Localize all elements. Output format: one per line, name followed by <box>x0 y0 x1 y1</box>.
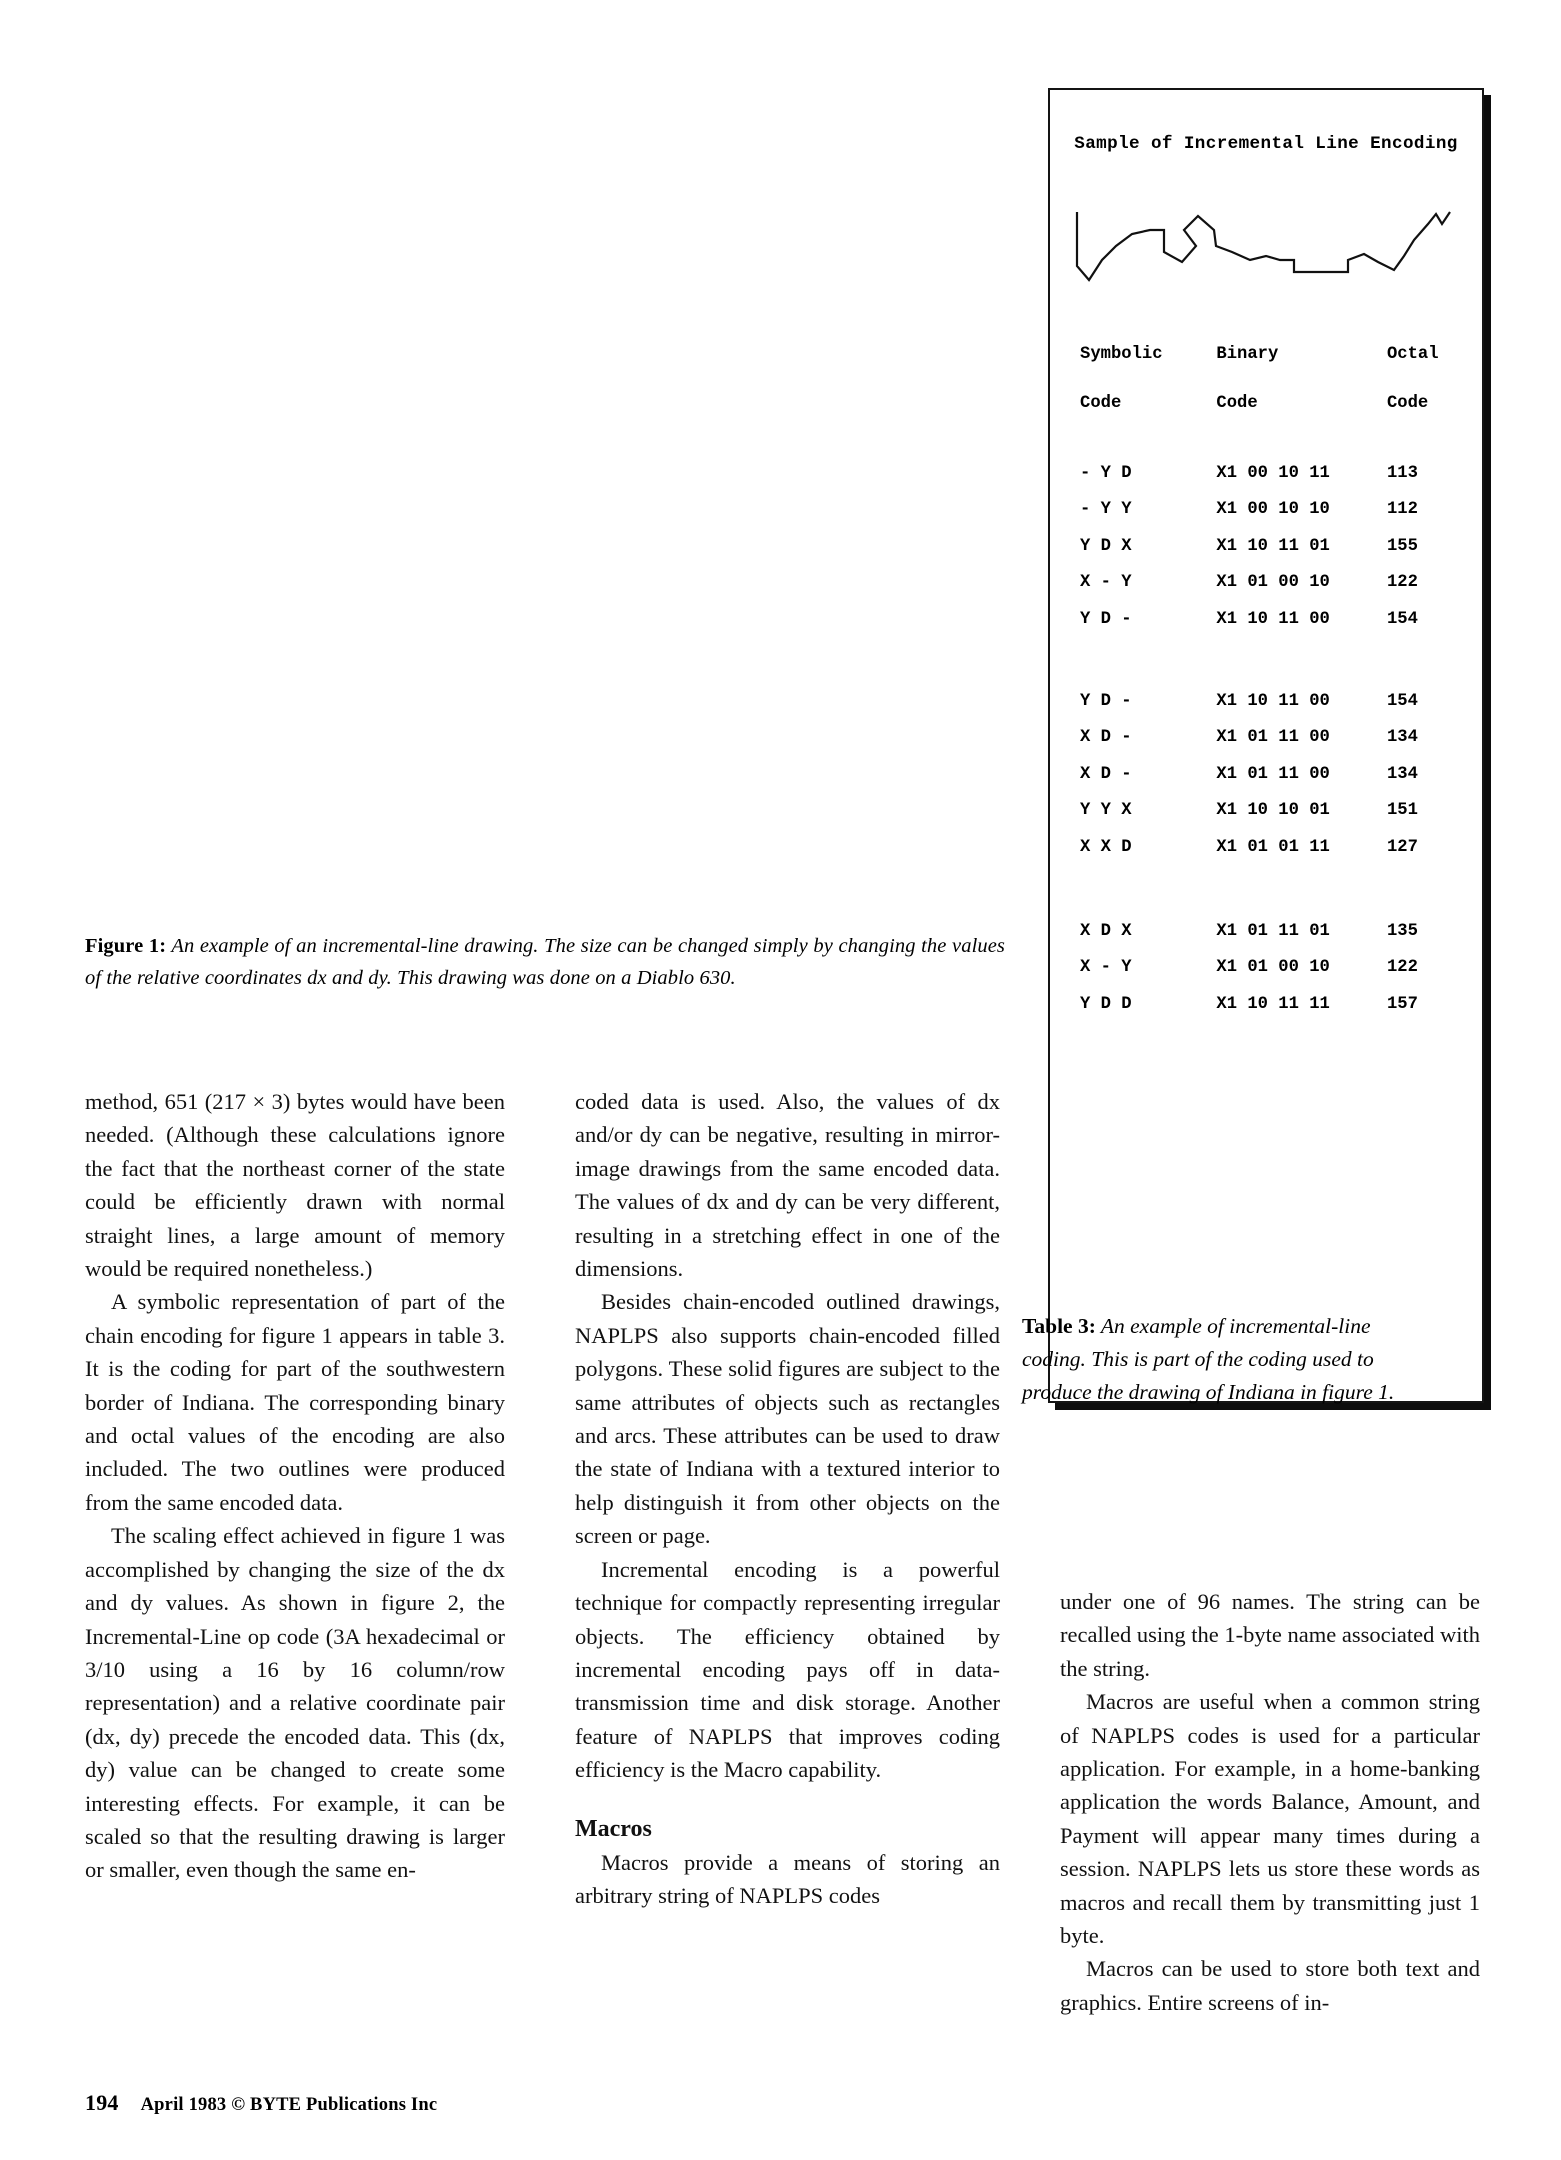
cell-octal: 151 <box>1386 801 1418 821</box>
cell-symbolic: Y Y X <box>1080 801 1132 821</box>
body-column-2 <box>575 1085 1000 1913</box>
table-header-row-1 <box>1050 345 1482 394</box>
small-indiana-outline <box>539 183 741 503</box>
figure-caption-lead: Figure 1: <box>85 935 167 957</box>
section-heading-macros: Macros <box>575 1815 652 1842</box>
header-binary-code: Code <box>1216 394 1258 413</box>
cell-symbolic: X - Y <box>1080 573 1132 593</box>
table-row <box>1050 500 1482 536</box>
header-octal-code: Code <box>1386 394 1429 413</box>
cell-symbolic: X D - <box>1080 728 1132 748</box>
table-row <box>1050 464 1482 500</box>
cell-binary: X1 10 11 00 <box>1216 691 1330 711</box>
cell-octal: 113 <box>1386 464 1418 483</box>
table-group-gap <box>1050 874 1482 922</box>
cell-symbolic: Y D - <box>1080 609 1132 629</box>
table-row <box>1050 995 1482 1031</box>
table-row <box>1050 838 1482 874</box>
paragraph: A symbolic representation of part of the chain encoding for figure 1 appears in table 3. It is the coding for part of the southwestern border of Indiana. The corresponding binary and octal values of the encoding are also included. The two outlines were produced from the same encoded data. <box>85 1289 505 1515</box>
cell-binary: X1 10 11 00 <box>1216 609 1330 629</box>
cell-octal: 157 <box>1386 994 1418 1014</box>
footer-imprint: April 1983 © BYTE Publications Inc <box>140 2095 438 2115</box>
cell-symbolic: X X D <box>1080 837 1132 857</box>
cell-symbolic: Y D D <box>1080 994 1132 1014</box>
cell-binary: X1 00 10 11 <box>1216 464 1330 483</box>
paragraph: method, 651 (217 × 3) bytes would have been needed. (Although these calculations ignore the fact that the northeast corner of the state could be efficiently drawn with normal straight lines, a large amount of memory would be required nonetheless.) <box>85 1089 505 1282</box>
cell-octal: 122 <box>1386 958 1418 978</box>
paragraph: Incremental encoding is a powerful technique for compactly representing irregular objects. The efficiency obtained by incremental encoding pays off in data-transmission time and disk storage. Another feature of NAPLPS that improves coding efficiency is the Macro capability. <box>575 1556 1000 1783</box>
sample-incremental-line-drawing <box>1064 190 1464 320</box>
cell-symbolic: X D - <box>1080 764 1132 784</box>
cell-binary: X1 01 11 01 <box>1216 921 1330 941</box>
header-binary: Binary <box>1216 345 1279 364</box>
table-row <box>1050 958 1482 994</box>
incremental-line-path <box>1077 212 1450 280</box>
cell-symbolic: - Y D <box>1080 464 1132 483</box>
table-row <box>1050 765 1482 801</box>
cell-symbolic: X - Y <box>1080 958 1132 978</box>
paragraph: The scaling effect achieved in figure 1 was accomplished by changing the size of the dx and dy values. As shown in figure 2, the Incremental-Line op code (3A hexadecimal or 3/10 using a 16 by 16 column/row representation) and a relative coordinate pair (dx, dy) precede the encoded data. This (dx, dy) value can be changed to create some interesting effects. For example, it can be scaled so that the resulting drawing is larger or smaller, even though the same en- <box>85 1523 505 1883</box>
table-3-caption <box>1022 1310 1432 1409</box>
figure-1-drawing <box>55 45 1005 890</box>
paragraph: Besides chain-encoded outlined drawings, NAPLPS also supports chain-encoded filled polygons. These solid figures are subject to the same attributes of objects such as rectangles and arcs. These attributes can be used to draw the state of Indiana with a textured interior to help distinguish it from other objects on the screen or page. <box>575 1289 1000 1549</box>
figure-1-caption <box>85 930 1005 994</box>
cell-octal: 112 <box>1386 500 1418 520</box>
cell-symbolic: Y D X <box>1080 536 1132 556</box>
cell-binary: X1 01 11 00 <box>1216 728 1330 748</box>
header-symbolic-code: Code <box>1080 394 1122 413</box>
cell-symbolic: Y D - <box>1080 691 1132 711</box>
cell-binary: X1 10 11 11 <box>1216 994 1330 1014</box>
cell-octal: 134 <box>1386 764 1418 784</box>
indiana-dotted-outlines <box>55 45 1005 890</box>
cell-symbolic: X D X <box>1080 921 1132 941</box>
cell-octal: 155 <box>1386 536 1418 556</box>
cell-binary: X1 01 00 10 <box>1216 958 1330 978</box>
table-header-row-2 <box>1050 394 1482 464</box>
table-3-panel <box>1048 88 1484 1403</box>
incremental-code-table <box>1050 345 1482 1031</box>
paragraph: coded data is used. Also, the values of dx and/or dy can be negative, resulting in mirror-image drawings from the same encoded data. The values of dx and dy can be very different, resulting in a stretching effect in one of the dimensions. <box>575 1089 1000 1282</box>
cell-binary: X1 10 10 01 <box>1216 801 1330 821</box>
paragraph: Macros are useful when a common string of NAPLPS codes is used for a particular application. For example, in a home-banking application the words Balance, Amount, and Payment will appear many times during a session. NAPLPS lets us store these words as macros and recall them by transmitting just 1 byte. <box>1060 1689 1480 1949</box>
cell-symbolic: - Y Y <box>1080 500 1132 520</box>
table-row <box>1050 922 1482 958</box>
table-caption-text: An example of incremental-line coding. This is part of the coding used to produce the drawing of Indiana in figure 1. <box>1022 1314 1395 1404</box>
cell-octal: 127 <box>1386 837 1418 857</box>
cell-octal: 122 <box>1386 573 1418 593</box>
table-row <box>1050 728 1482 764</box>
header-symbolic: Symbolic <box>1080 345 1163 364</box>
figure-caption-text: An example of an incremental-line drawing. The size can be changed simply by changing the values of the relative coordinates dx and dy. This drawing was done on a Diablo 630. <box>85 935 1005 989</box>
header-octal: Octal <box>1386 345 1439 364</box>
table-row <box>1050 537 1482 573</box>
cell-binary: X1 01 11 00 <box>1216 764 1330 784</box>
paragraph: Macros can be used to store both text and graphics. Entire screens of in- <box>1060 1956 1480 2015</box>
cell-binary: X1 10 11 01 <box>1216 536 1330 556</box>
table-group-gap <box>1050 646 1482 692</box>
cell-octal: 134 <box>1386 728 1418 748</box>
cell-octal: 154 <box>1386 691 1418 711</box>
body-column-1 <box>85 1085 505 1887</box>
table-panel-title: Sample of Incremental Line Encoding <box>1074 134 1458 154</box>
cell-binary: X1 01 01 11 <box>1216 837 1330 857</box>
page-number: 194 <box>85 2090 119 2115</box>
table-caption-lead: Table 3: <box>1022 1314 1096 1338</box>
page-footer <box>85 2090 437 2116</box>
table-row <box>1050 610 1482 646</box>
body-column-3 <box>1060 1585 1480 2019</box>
cell-octal: 135 <box>1386 921 1418 941</box>
large-indiana-outline <box>61 58 455 655</box>
cell-binary: X1 01 00 10 <box>1216 573 1330 593</box>
cell-octal: 154 <box>1386 609 1418 629</box>
cell-binary: X1 00 10 10 <box>1216 500 1330 520</box>
paragraph: under one of 96 names. The string can be recalled using the 1-byte name associated with the string. <box>1060 1589 1480 1681</box>
paragraph: Macros provide a means of storing an arbitrary string of NAPLPS codes <box>575 1849 1000 1909</box>
table-row <box>1050 692 1482 728</box>
table-row <box>1050 801 1482 837</box>
table-row <box>1050 573 1482 609</box>
zigzag-line-graphic <box>1064 190 1464 320</box>
